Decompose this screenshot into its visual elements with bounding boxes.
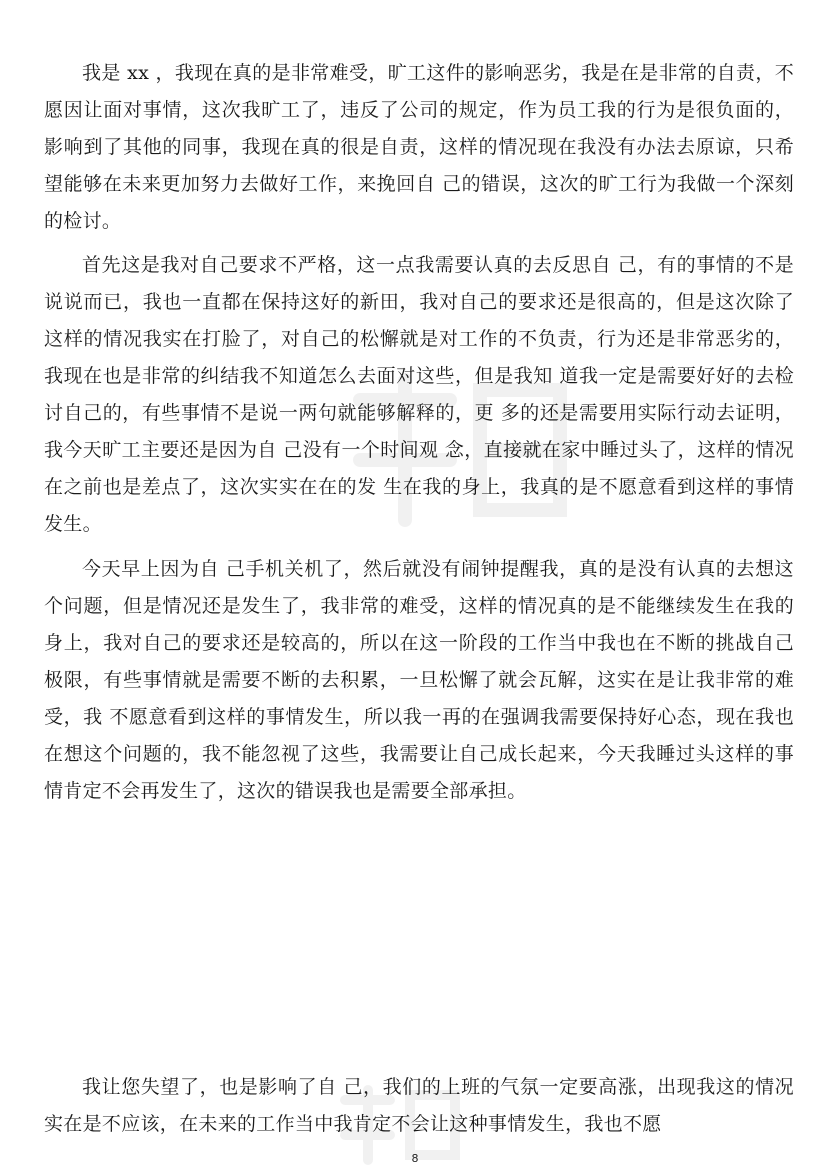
body-paragraph: 我让您失望了，也是影响了自 己，我们的上班的气氛一定要高涨，出现我这的情况实在是不应该，在未来的工作当中我肯定不会让这种事情发生，我也不愿 <box>44 1076 794 1135</box>
body-paragraph: 我是 xx ，我现在真的是非常难受，旷工这件的影响恶劣，我是在是非常的自责，不愿因让面对事情，这次我旷工了，违反了公司的规定，作为员工我的行为是很负面的，影响到了其他的同事，我现在真的很是自责，这样的情况现在我没有办法去原谅，只希望能够在未来更加努力去做好工作，来挽回自 己的错误，这次的旷工行为我做一个深刻的检讨。 <box>44 62 794 232</box>
page-number: 8 <box>411 1152 419 1165</box>
body-paragraph: 今天早上因为自 己手机关机了，然后就没有闹钟提醒我，真的是没有认真的去想这个问题，但是情况还是发生了，我非常的难受，这样的情况真的是不能继续发生在我的身上，我对自己的要求还是较高的，所以在这一阶段的工作当中我也在不断的挑战自己极限，有些事情就是需要不断的去积累，一旦松懈了就会瓦解，这实在是让我非常的难受，我 不愿意看到这样的事情发生，所以我一再的在强调我需要保持好心态，现在我也在想这个问题的，我不能忽视了这些，我需要让自己成长起来，今天我睡过头这样的事情肯定不会再发生了，这次的错误我也是需要全部承担。 <box>44 558 794 802</box>
body-paragraph: 首先这是我对自己要求不严格，这一点我需要认真的去反思自 己，有的事情的不是说说而已，我也一直都在保持这好的新田，我对自己的要求还是很高的，但是这次除了这样的情况我实在打脸了，对自己的松懈就是对工作的不负责，行为还是非常恶劣的，我现在也是非常的纠结我不知道怎么去面对这些，但是我知 道我一定是需要好好的去检讨自己的，有些事情不是说一两句就能够解释的，更 多的还是需要用实际行动去证明，我今天旷工主要还是因为自 己没有一个时间观 念，直接就在家中睡过头了，这样的情况在之前也是差点了，这次实实在在的发 生在我的身上，我真的是不愿意看到这样的事情发生。 <box>44 254 794 535</box>
